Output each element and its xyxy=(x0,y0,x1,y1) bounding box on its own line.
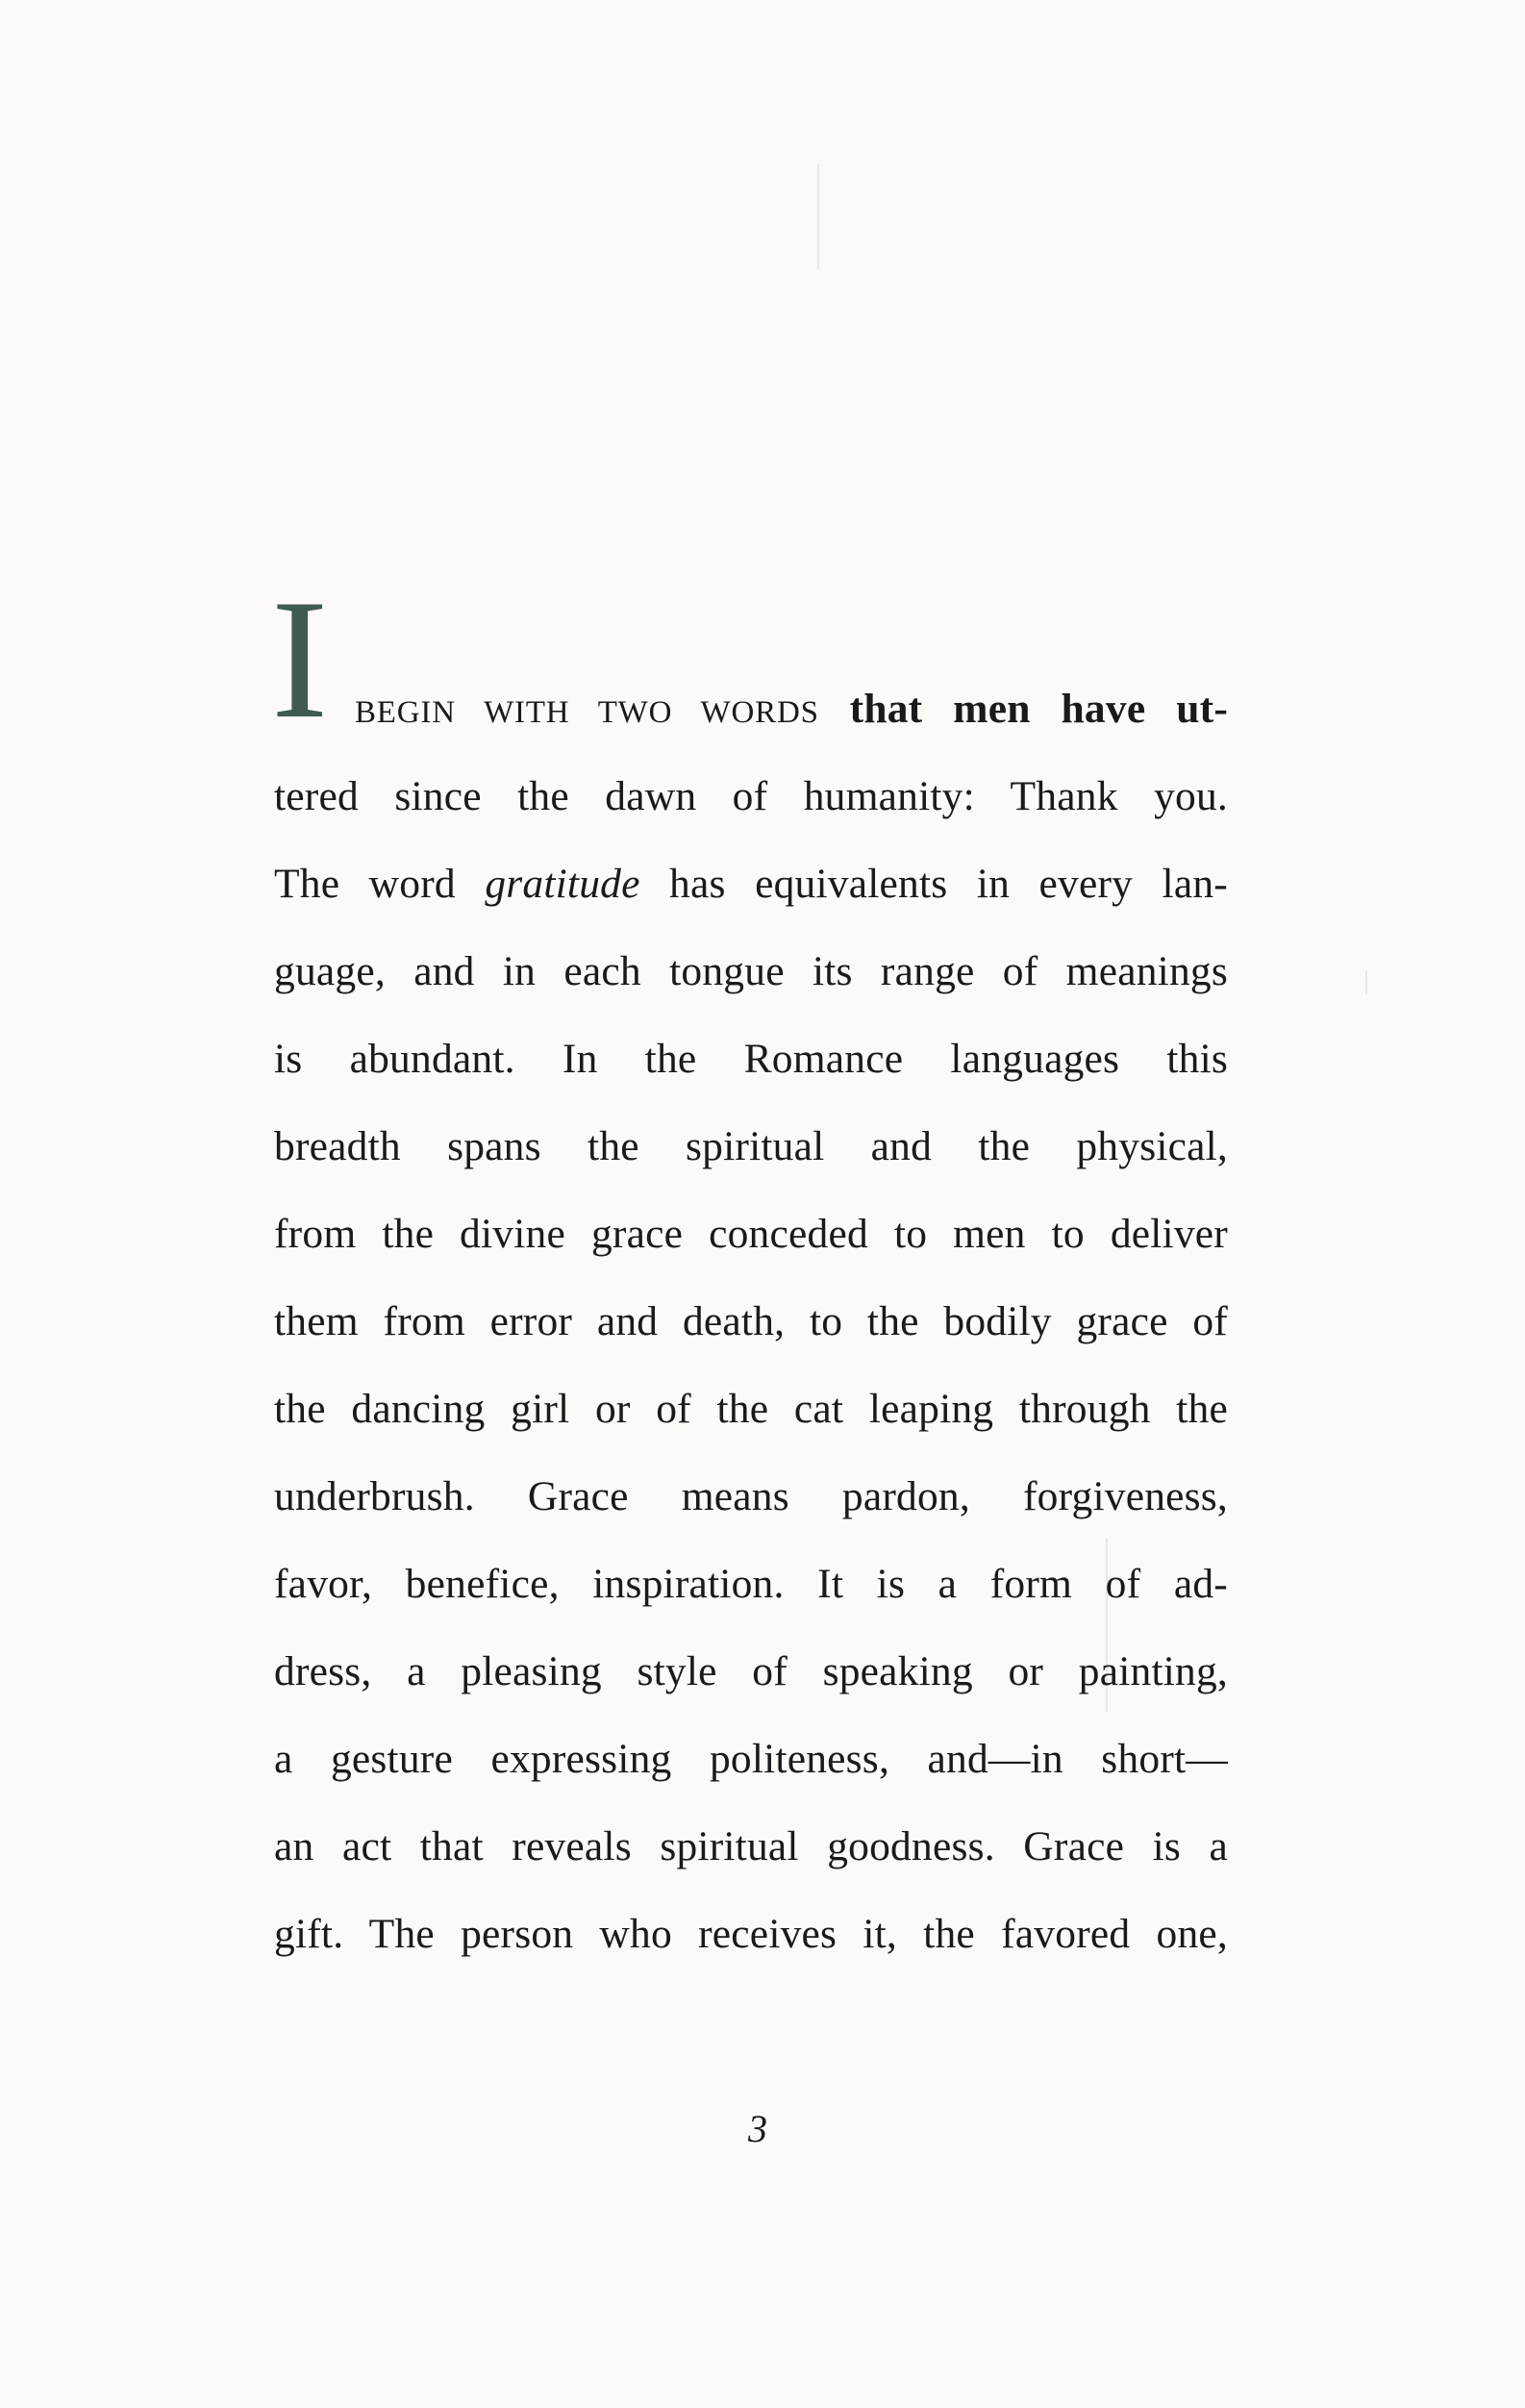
text-segment: has equivalents in every lan- xyxy=(639,861,1228,907)
text-line-9: the dancing girl or of the cat leaping through the xyxy=(274,1386,1228,1432)
text-line-8: them from error and death, to the bodily grace of xyxy=(274,1298,1228,1344)
text-line-15: gift. The person who receives it, the favored one, xyxy=(274,1911,1228,1957)
text-line-5: is abundant. In the Romance languages this xyxy=(274,1036,1228,1082)
text-segment: The word xyxy=(274,861,486,907)
text-line-12: dress, a pleasing style of speaking or painting, xyxy=(274,1648,1228,1694)
text-line-13: a gesture expressing politeness, and—in short— xyxy=(274,1736,1228,1782)
italic-word: gratitude xyxy=(485,861,640,907)
text-line-10: underbrush. Grace means pardon, forgiveness, xyxy=(274,1473,1228,1519)
page-number: 3 xyxy=(748,2107,767,2150)
opening-small-caps: BEGIN WITH TWO WORDS xyxy=(355,695,819,730)
text-line-14: an act that reveals spiritual goodness. Grace is a xyxy=(274,1823,1228,1869)
text-line-11: favor, benefice, inspiration. It is a form of ad- xyxy=(274,1561,1228,1607)
text-line-3 xyxy=(274,840,1228,928)
bleed-through-mark xyxy=(817,163,819,269)
text-line-1 xyxy=(355,665,1228,753)
drop-cap: I xyxy=(271,564,329,754)
text-line-7: from the divine grace conceded to men to deliver xyxy=(274,1211,1228,1257)
opening-rest: that men have ut- xyxy=(849,686,1229,732)
bleed-through-mark xyxy=(1365,971,1367,994)
text-line-6: breadth spans the spiritual and the physical, xyxy=(274,1123,1228,1169)
text-line-2: tered since the dawn of humanity: Thank you. xyxy=(274,773,1228,819)
text-line-4: guage, and in each tongue its range of meanings xyxy=(274,948,1228,994)
